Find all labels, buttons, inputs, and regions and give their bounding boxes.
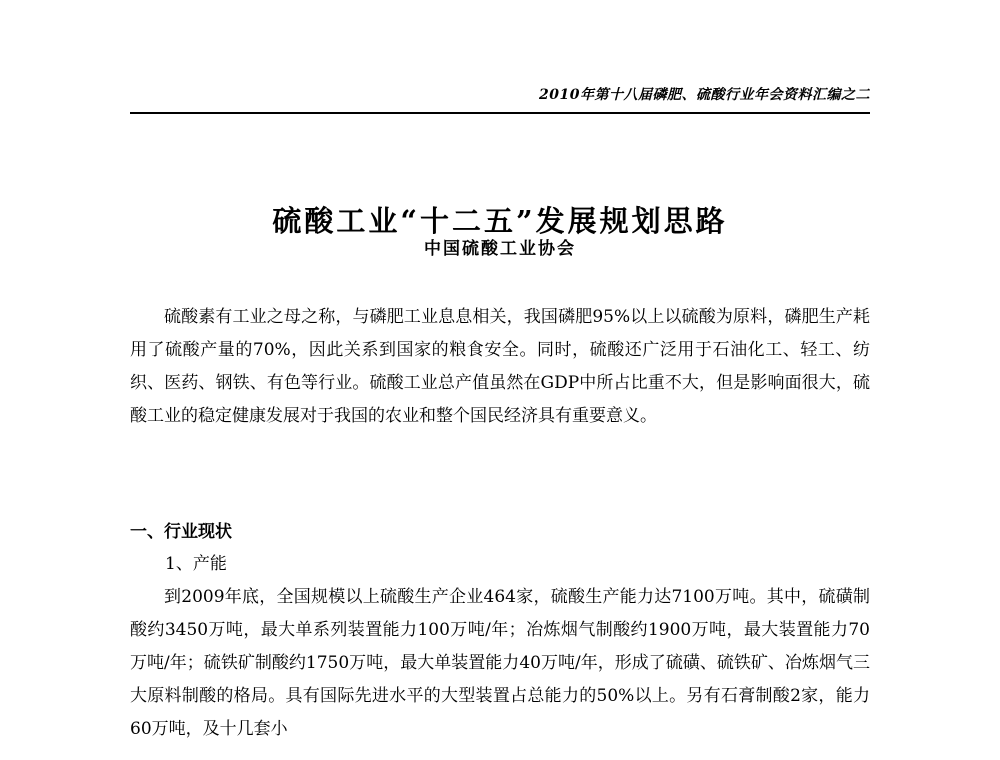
running-header: 2010年第十八届磷肥、硫酸行业年会资料汇编之二 [539,87,870,103]
capacity-paragraph: 到2009年底，全国规模以上硫酸生产企业464家，硫酸生产能力达7100万吨。其中，硫磺制酸约3450万吨，最大单系列装置能力100万吨/年；冶炼烟气制酸约1900万吨，最大装置能力70万吨/年；硫铁矿制酸约1750万吨，最大单装置能力40万吨/年，形成了硫磺、硫铁矿、冶炼烟气三大原料制酸的格局。具有国际先进水平的大型装置占总能力的50%以上。另有石膏制酸2家，能力60万吨，及十几套小 [130,587,870,739]
article-title: 硫酸工业“十二五”发展规划思路 [272,204,728,239]
subsection-heading: 1、产能 [165,554,227,574]
intro-paragraph: 硫酸素有工业之母之称，与磷肥工业息息相关，我国磷肥95%以上以硫酸为原料，磷肥生产耗用了硫酸产量的70%，因此关系到国家的粮食安全。同时，硫酸还广泛用于石油化工、轻工、纺织、医药、钢铁、有色等行业。硫酸工业总产值虽然在GDP中所占比重不大，但是影响面很大，硫酸工业的稳定健康发展对于我国的农业和整个国民经济具有重要意义。 [130,307,870,426]
article-author: 中国硫酸工业协会 [424,239,576,259]
section-heading: 一、行业现状 [130,522,232,542]
header-rule [130,112,870,114]
